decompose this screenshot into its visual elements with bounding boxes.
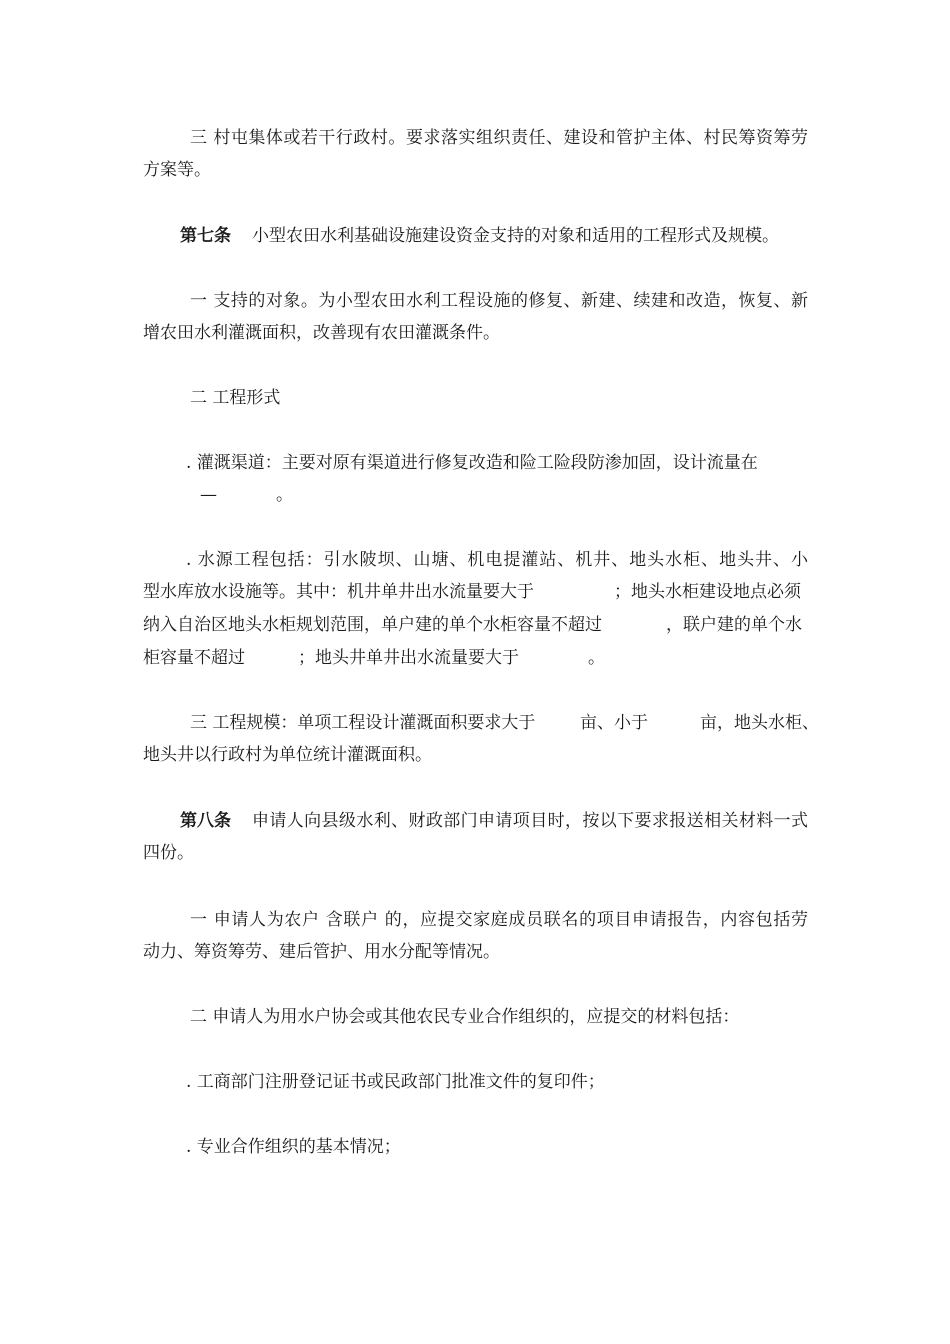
article-7-label: 第七条	[180, 226, 231, 246]
paragraph-scale-line1a: 三 工程规模：单项工程设计灌溉面积要求大于	[190, 713, 536, 733]
paragraph-coop: 二 申请人为用水户协会或其他农民专业合作组织的，应提交的材料包括：	[190, 1007, 740, 1027]
article-7-text: 小型农田水利基础设施建设资金支持的对象和适用的工程形式及规模。	[252, 226, 779, 246]
paragraph-water-line1: . 水源工程包括：引水陂坝、山塘、机电提灌站、机井、地头水柜、地头井、小	[186, 550, 808, 570]
section-form-heading: 二 工程形式	[190, 388, 281, 408]
paragraph-water-line3b: ，联户建的单个水	[666, 615, 802, 635]
paragraph-object-line2: 增农田水利灌溉面积，改善现有农田灌溉条件。	[143, 323, 500, 343]
paragraph-water-line2a: 型水库放水设施等。其中：机井单井出水流量要大于	[143, 582, 534, 602]
list-item-basic-info: . 专业合作组织的基本情况；	[186, 1137, 401, 1157]
paragraph-water-line2b: ；地头水柜建设地点必须	[614, 582, 801, 602]
paragraph-channel-dash: —	[200, 485, 217, 505]
paragraph-farmer-line1: 一 申请人为农户 含联户 的，应提交家庭成员联名的项目申请报告，内容包括劳	[190, 910, 808, 930]
paragraph-water-line4c: 。	[588, 648, 605, 668]
article-8-label: 第八条	[180, 811, 231, 831]
article-8-line1: 申请人向县级水利、财政部门申请项目时，按以下要求报送相关材料一式	[252, 811, 808, 831]
paragraph-scale-line1c: 亩，地头水柜、	[700, 713, 819, 733]
paragraph-scale-line1b: 亩、小于	[580, 713, 648, 733]
paragraph-water-line3a: 纳入自治区地头水柜规划范围，单户建的单个水柜容量不超过	[143, 615, 602, 635]
paragraph-water-line4b: ；地头井单井出水流量要大于	[298, 648, 519, 668]
article-8-line2: 四份。	[143, 843, 194, 863]
paragraph-object-line1: 一 支持的对象。为小型农田水利工程设施的修复、新建、续建和改造，恢复、新	[190, 291, 808, 311]
paragraph-scale-line2: 地头井以行政村为单位统计灌溉面积。	[143, 745, 432, 765]
paragraph-village-line1: 三 村屯集体或若干行政村。要求落实组织责任、建设和管护主体、村民筹资筹劳	[190, 128, 808, 148]
paragraph-village-line2: 方案等。	[143, 160, 211, 180]
list-item-registration: . 工商部门注册登记证书或民政部门批准文件的复印件；	[186, 1072, 605, 1092]
paragraph-water-line4a: 柜容量不超过	[143, 648, 245, 668]
paragraph-farmer-line2: 动力、筹资筹劳、建后管护、用水分配等情况。	[143, 942, 500, 962]
paragraph-channel-line1: . 灌溉渠道：主要对原有渠道进行修复改造和险工险段防渗加固，设计流量在	[186, 453, 758, 473]
paragraph-channel-end: 。	[276, 485, 293, 505]
